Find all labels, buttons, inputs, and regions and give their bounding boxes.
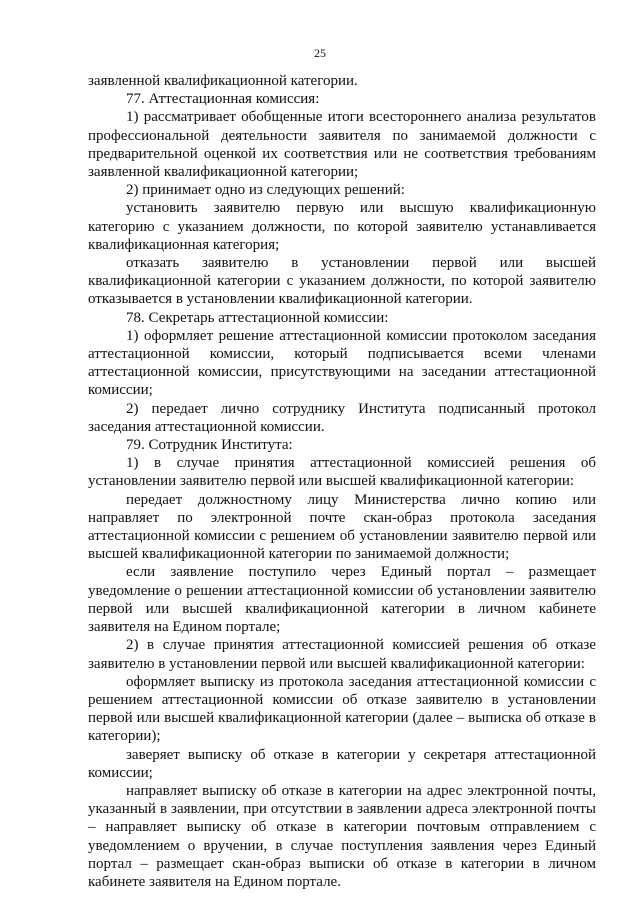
paragraph: 2) принимает одно из следующих решений: xyxy=(126,182,405,199)
paragraph: 1) в случае принятия аттестационной комиссией решения об установлении заявителю первой или высшей квалификационной категории: xyxy=(88,455,596,490)
paragraph: передает должностному лицу Министерства лично копию или направляет по электронной почте скан-образ протокола заседания аттестационной комиссии с решением об установлении заявителю первой или высшей квалификационной категории по занимаемой должности; xyxy=(88,491,596,563)
paragraph: если заявление поступило через Единый портал – размещает уведомление о решении аттестационной комиссии об установлении заявителю первой или высшей квалификационной категории в личном кабинете заявителя на Едином портале; xyxy=(88,564,596,636)
section-heading-78: 78. Секретарь аттестационной комиссии: xyxy=(126,309,389,326)
section-heading-77: 77. Аттестационная комиссия: xyxy=(126,91,320,108)
paragraph: оформляет выписку из протокола заседания аттестационной комиссии с решением аттестационной комиссии об отказе заявителю в установлении первой или высшей квалификационной категории (далее – выписка об отказе в категории); xyxy=(88,673,596,745)
paragraph: заявленной квалификационной категории. xyxy=(88,73,358,89)
paragraph: 2) в случае принятия аттестационной комиссией решения об отказе заявителю в установлении первой или высшей квалификационной категории: xyxy=(88,637,596,672)
paragraph: 1) рассматривает обобщенные итоги всестороннего анализа результатов профессиональной деятельности заявителя по занимаемой должности с предварительной оценкой их соответствия или не соответствия требованиям заявленной квалификационной категории; xyxy=(88,109,596,181)
paragraph: направляет выписку об отказе в категории на адрес электронной почты, указанный в заявлении, при отсутствии в заявлении адреса электронной почты – направляет выписку об отказе в категории почтовым отправлением с уведомлением о вручении, в случае поступления заявления через Единый портал – размещает скан-образ выписки об отказе в категории в личном кабинете заявителя на Едином портале. xyxy=(88,782,596,890)
paragraph: 2) передает лично сотруднику Института подписанный протокол заседания аттестационной комиссии. xyxy=(88,400,596,435)
paragraph: установить заявителю первую или высшую квалификационную категорию с указанием должности, по которой заявителю устанавливается квалификационная категория; xyxy=(88,200,596,253)
paragraph: заверяет выписку об отказе в категории у секретаря аттестационной комиссии; xyxy=(88,746,596,781)
paragraph: отказать заявителю в установлении первой или высшей квалификационной категории с указанием должности, по которой заявителю отказывается в установлении квалификационной категории. xyxy=(88,255,596,308)
document-body xyxy=(88,72,596,891)
page-number: 25 xyxy=(314,46,326,60)
paragraph: 1) оформляет решение аттестационной комиссии протоколом заседания аттестационной комиссии, который подписывается всеми членами аттестационной комиссии, присутствующими на заседании аттестационной комиссии; xyxy=(88,327,596,399)
section-heading-79: 79. Сотрудник Института: xyxy=(126,437,293,454)
